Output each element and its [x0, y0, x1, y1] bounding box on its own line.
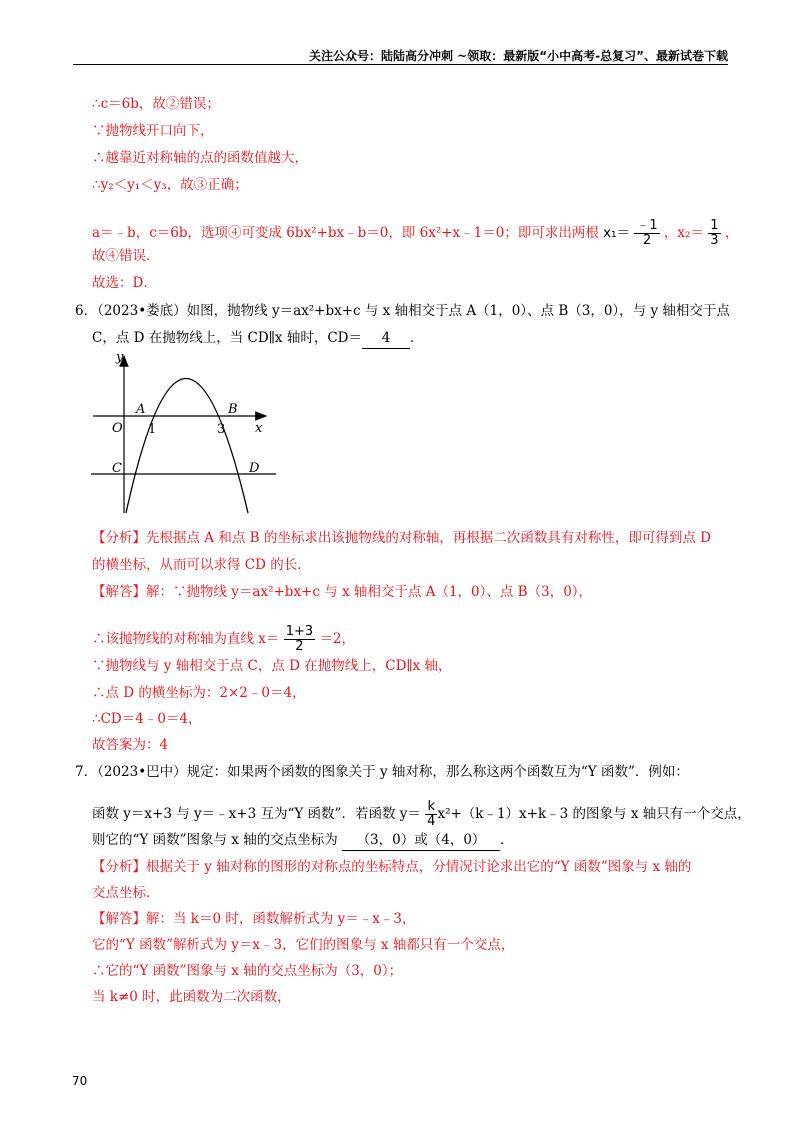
x1-denominator: 2	[634, 233, 659, 248]
x1-numerator: ﹣1	[636, 218, 658, 233]
page-number: 70	[72, 1074, 88, 1088]
label-x: x	[255, 421, 263, 436]
q7-stem-text3: 则它的“Y 函数”图象与 x 轴的交点坐标为	[92, 832, 338, 848]
roots-end: ，	[724, 225, 739, 241]
label-B: B	[228, 402, 238, 417]
q6-analysis-line2: 的横坐标，从而可以求得 CD 的长．	[92, 557, 311, 573]
q6-solution-line2	[92, 625, 355, 654]
q6-stem-line1: 6．（2023•娄底）如图，抛物线 y＝ax²+bx+c 与 x 轴相交于点 A（1，0）、点 B（3，0），与 y 轴相交于点	[75, 303, 730, 319]
solution-line-roots	[92, 219, 738, 248]
parabola-graph	[88, 348, 278, 520]
axis-denominator: 2	[284, 639, 315, 654]
k4-denominator: 4	[427, 814, 436, 829]
solution-line: ∴越靠近对称轴的点的函数值越大，	[92, 150, 308, 166]
q6-stem-end: ．	[409, 330, 424, 346]
label-3: 3	[217, 422, 226, 437]
label-A: A	[136, 402, 146, 417]
solution-line: ∵抛物线开口向下，	[92, 123, 214, 139]
x2-label: ，x₂＝	[663, 225, 704, 241]
label-C: C	[112, 461, 122, 476]
x2-numerator: 1	[710, 218, 719, 233]
axis-result: ＝2，	[319, 631, 356, 647]
q6-solution-line6: 故答案为：4	[92, 737, 169, 753]
q7-analysis-line1: 【分析】根据关于 y 轴对称的图形的对称点的坐标特点，分情况讨论求出它的“Y 函数”图象与 x 轴的	[92, 859, 692, 875]
k4-fraction	[425, 800, 437, 829]
k4-numerator: k	[427, 799, 436, 814]
q7-stem-line3	[92, 830, 514, 851]
q6-answer-blank: 4	[362, 328, 410, 349]
header-rule	[73, 64, 728, 65]
q7-solution-line3: ∴它的“Y 函数”图象与 x 轴的交点坐标为（3，0）；	[92, 963, 403, 979]
x2-fraction	[708, 219, 720, 248]
q6-solution-line3: ∵抛物线与 y 轴相交于点 C，点 D 在抛物线上，CD∥x 轴，	[92, 658, 452, 674]
q7-stem-rest: x²+（k﹣1）x+k﹣3 的图象与 x 轴只有一个交点，	[437, 806, 751, 822]
axis-numerator: 1+3	[285, 624, 314, 639]
q6-solution-line4: ∴点 D 的横坐标为：2×2﹣0＝4，	[92, 685, 306, 701]
label-y: y	[116, 350, 124, 365]
label-D: D	[249, 461, 260, 476]
axis-fraction	[284, 625, 315, 654]
q7-stem-line1: 7．（2023•巴中）规定：如果两个函数的图象关于 y 轴对称，那么称这两个函数互为“Y 函数”．例如：	[75, 764, 689, 780]
q7-stem-text: 函数 y＝x+3 与 y＝﹣x+3 互为“Y 函数”．若函数 y＝	[92, 806, 421, 822]
q7-stem-line2	[92, 800, 751, 829]
label-1: 1	[148, 422, 157, 437]
solution-line: ∴y₂＜y₁＜y₃，故③正确；	[92, 177, 248, 193]
solution-line: ∴c＝6b，故②错误；	[92, 96, 220, 112]
q7-solution-line2: 它的“Y 函数”解析式为 y＝x﹣3，它们的图象与 x 轴都只有一个交点，	[92, 937, 515, 953]
solution-line: 故④错误．	[92, 248, 160, 264]
q7-stem-end: ．	[500, 832, 514, 848]
page-header: 关注公众号：陆陆高分冲刺 ~领取：最新版“小中高考-总复习”、最新试卷下载	[309, 49, 728, 63]
q7-answer-blank: （3，0）或（4，0）	[342, 830, 500, 851]
roots-text: a＝﹣b，c＝6b，选项④可变成 6bx²+bx﹣b＝0，即 6x²+x﹣1＝0；即可求出两根	[92, 225, 599, 241]
q6-stem-line2	[92, 328, 423, 349]
q7-solution-line4: 当 k≠0 时，此函数为二次函数，	[92, 989, 291, 1005]
axis-text: ∴该抛物线的对称轴为直线 x＝	[92, 631, 280, 647]
x1-label: x₁＝	[603, 225, 631, 241]
q6-stem-text: C，点 D 在抛物线上，当 CD∥x 轴时，CD＝	[92, 330, 362, 346]
x1-fraction	[634, 219, 659, 248]
parabola-curve	[126, 379, 248, 514]
q6-solution-line5: ∴CD＝4﹣0＝4，	[92, 711, 202, 727]
x2-denominator: 3	[710, 233, 719, 248]
q6-solution-line1: 【解答】解：∵抛物线 y＝ax²+bx+c 与 x 轴相交于点 A（1，0）、点 B（3，0），	[92, 584, 593, 600]
q7-solution-line1: 【解答】解：当 k＝0 时，函数解析式为 y＝﹣x﹣3，	[92, 911, 416, 927]
label-O: O	[112, 421, 123, 436]
q7-analysis-line2: 交点坐标．	[92, 885, 160, 901]
q6-analysis-line1: 【分析】先根据点 A 和点 B 的坐标求出该抛物线的对称轴，再根据二次函数具有对称性，即可得到点 D	[92, 530, 711, 546]
solution-line: 故选：D．	[92, 275, 157, 291]
